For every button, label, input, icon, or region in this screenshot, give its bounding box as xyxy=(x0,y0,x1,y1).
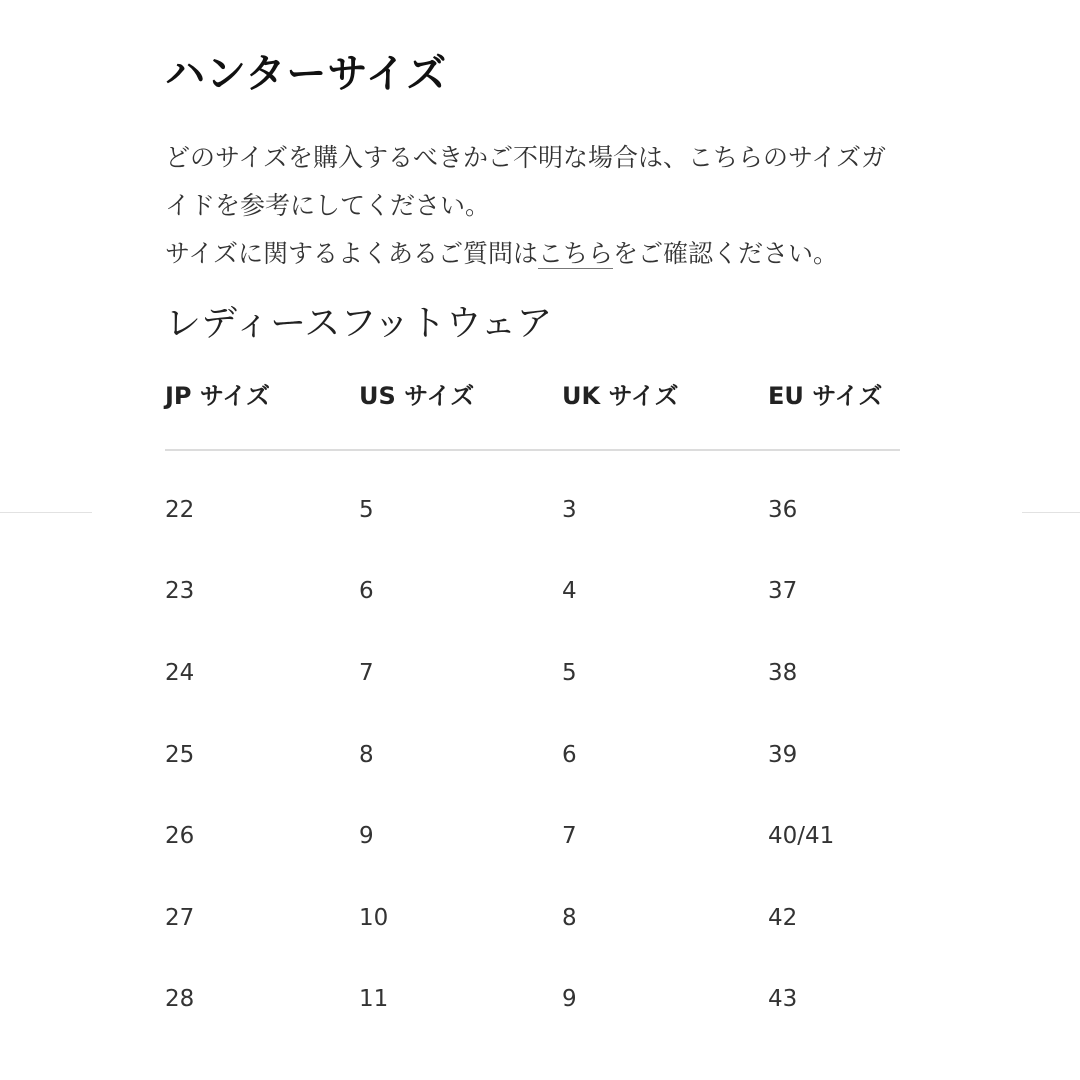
cell-us: 7 xyxy=(359,659,374,686)
cell-uk: 4 xyxy=(562,578,577,605)
intro-line-1: どのサイズを購入するべきかご不明な場合は、こちらのサイズガイドを参考にしてください。 xyxy=(165,143,887,220)
cell-us: 6 xyxy=(359,578,374,605)
cell-uk: 3 xyxy=(562,496,577,523)
table-row xyxy=(165,714,900,796)
page-title: ハンターサイズ xyxy=(165,51,448,97)
cell-uk: 6 xyxy=(562,741,577,768)
cell-us: 11 xyxy=(359,986,389,1013)
section-title: レディースフットウェア xyxy=(165,303,553,344)
table-row xyxy=(165,877,900,959)
table-header-row xyxy=(165,376,900,450)
cell-jp: 23 xyxy=(165,578,195,605)
cell-us: 5 xyxy=(359,496,374,523)
size-guide-content xyxy=(165,48,900,1040)
intro-line-2-before: サイズに関するよくあるご質問は xyxy=(165,239,539,268)
cell-jp: 26 xyxy=(165,823,195,850)
intro-line-2-after: をご確認ください。 xyxy=(613,239,839,268)
cell-eu: 43 xyxy=(768,986,798,1013)
table-row xyxy=(165,795,900,877)
divider xyxy=(1022,512,1080,513)
cell-uk: 8 xyxy=(562,904,577,931)
table-row xyxy=(165,551,900,633)
cell-eu: 42 xyxy=(768,904,798,931)
cell-jp: 28 xyxy=(165,986,195,1013)
cell-jp: 22 xyxy=(165,496,195,523)
table-row xyxy=(165,450,900,551)
table-row xyxy=(165,632,900,714)
header-uk-size: UK サイズ xyxy=(562,376,768,450)
cell-uk: 5 xyxy=(562,659,577,686)
faq-link[interactable]: こちら xyxy=(538,239,614,268)
cell-eu: 36 xyxy=(768,496,798,523)
cell-uk: 7 xyxy=(562,823,577,850)
cell-eu: 37 xyxy=(768,578,798,605)
divider xyxy=(0,512,92,513)
cell-jp: 25 xyxy=(165,741,195,768)
header-jp-size: JP サイズ xyxy=(165,376,359,450)
header-us-size: US サイズ xyxy=(359,376,562,450)
cell-us: 10 xyxy=(359,904,389,931)
intro-text xyxy=(165,134,900,278)
table-row xyxy=(165,959,900,1041)
cell-eu: 40/41 xyxy=(768,823,835,850)
cell-eu: 39 xyxy=(768,741,798,768)
cell-us: 9 xyxy=(359,823,374,850)
cell-jp: 27 xyxy=(165,904,195,931)
cell-jp: 24 xyxy=(165,659,195,686)
cell-eu: 38 xyxy=(768,659,798,686)
cell-us: 8 xyxy=(359,741,374,768)
cell-uk: 9 xyxy=(562,986,577,1013)
header-eu-size: EU サイズ xyxy=(768,376,900,450)
size-table xyxy=(165,376,900,1040)
